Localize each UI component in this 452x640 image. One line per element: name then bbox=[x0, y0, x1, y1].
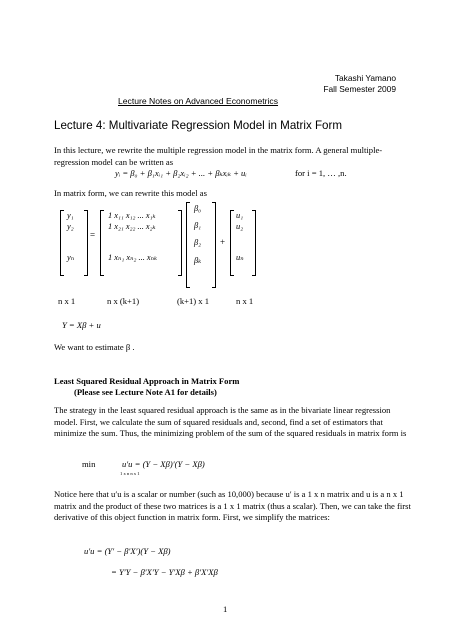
y-element: y₁ bbox=[67, 211, 74, 220]
u-element: u₁ bbox=[236, 211, 244, 220]
plus-sign: + bbox=[220, 237, 226, 247]
u-element: u₂ bbox=[236, 221, 244, 231]
dim-x: n x (k+1) bbox=[107, 296, 140, 306]
bracket-beta-right bbox=[212, 202, 216, 288]
y-element: y₂ bbox=[67, 221, 74, 231]
u-vector bbox=[236, 211, 244, 263]
course-title: Lecture Notes on Advanced Econometrics bbox=[118, 96, 279, 106]
matrix-equation bbox=[60, 202, 320, 294]
x-row bbox=[108, 233, 157, 253]
intro-paragraph: In this lecture, we rewrite the multiple regression model in the matrix form. A general multiple-regression model can be written as bbox=[54, 145, 383, 167]
notice-paragraph: Notice here that u′u is a scalar or number (such as 10,000) because u′ is a 1 x n matrix and u is a n x 1 matrix and the product of these two matrices is a 1 x 1 matrix (thus a scalar). Then, we can take the first derivative of this object function in matrix form. First, we simplify the matrices: bbox=[54, 489, 411, 523]
equation-condition: for i = 1, … ,n. bbox=[295, 168, 347, 178]
beta-element bbox=[194, 248, 201, 256]
u-element: uₙ bbox=[236, 252, 244, 262]
u-element bbox=[236, 233, 244, 253]
x-row: 1 x₂₁ x₂₂ ... x₂ₖ bbox=[108, 221, 156, 231]
general-equation: yᵢ = β₀ + β₁xᵢ₁ + β₂xᵢ₂ + ... + βₖxᵢₖ + uᵢ bbox=[115, 168, 247, 178]
section-subheading: (Please see Lecture Note A1 for details) bbox=[74, 387, 217, 397]
semester: Fall Semester 2009 bbox=[323, 84, 396, 94]
dim-u: n x 1 bbox=[236, 296, 254, 306]
beta-vector bbox=[194, 204, 201, 267]
x-matrix bbox=[108, 211, 157, 263]
simplify-line-1: u′u = (Y′ − β′X′)(Y − Xβ) bbox=[84, 546, 171, 556]
compact-equation: Y = Xβ + u bbox=[62, 320, 101, 330]
bracket-beta-left bbox=[186, 202, 190, 288]
min-label: min bbox=[82, 459, 96, 469]
beta-element: β₁ bbox=[194, 220, 202, 230]
beta-element: β₂ bbox=[194, 237, 202, 247]
beta-element: β₀ bbox=[194, 204, 202, 213]
section-heading: Least Squared Residual Approach in Matrix Form bbox=[54, 376, 240, 386]
dim-y: n x 1 bbox=[58, 296, 76, 306]
simplify-line-2: = Y′Y − β′X′Y − Y′Xβ + β′X′Xβ bbox=[111, 567, 218, 577]
bracket-x-left bbox=[100, 210, 104, 276]
dim-beta: (k+1) x 1 bbox=[177, 296, 210, 306]
x-row: 1 xₙ₁ xₙ₂ ... xₙₖ bbox=[108, 252, 158, 262]
bracket-u-right bbox=[252, 210, 256, 276]
page-number: 1 bbox=[223, 604, 228, 614]
min-expression: u′u = (Y − Xβ)′(Y − Xβ) bbox=[122, 459, 205, 469]
min-dims: 1 x n n x 1 bbox=[120, 471, 140, 476]
equals-sign: = bbox=[90, 230, 96, 240]
estimate-note: We want to estimate β . bbox=[54, 342, 135, 352]
bracket-y-right bbox=[84, 210, 88, 276]
y-element: yₙ bbox=[67, 252, 75, 262]
bracket-x-right bbox=[178, 210, 182, 276]
bracket-y-left bbox=[60, 210, 64, 276]
author-name: Takashi Yamano bbox=[334, 73, 396, 83]
y-element bbox=[67, 233, 74, 253]
section-paragraph: The strategy in the least squared residual approach is the same as in the bivariate linear regression model. First, we calculate the sum of squared residuals and, second, find a set of estimators that minimize the sum. Thus, the minimizing problem of the sum of the squared residuals in matrix form is bbox=[54, 405, 407, 439]
beta-element: βₖ bbox=[194, 256, 202, 266]
y-vector bbox=[67, 211, 74, 263]
bracket-u-left bbox=[230, 210, 234, 276]
page-title: Lecture 4: Multivariate Regression Model in Matrix Form bbox=[54, 119, 343, 132]
matrix-form-intro: In matrix form, we can rewrite this model as bbox=[54, 188, 207, 198]
x-row: 1 x₁₁ x₁₂ ... x₁ₖ bbox=[108, 211, 156, 220]
